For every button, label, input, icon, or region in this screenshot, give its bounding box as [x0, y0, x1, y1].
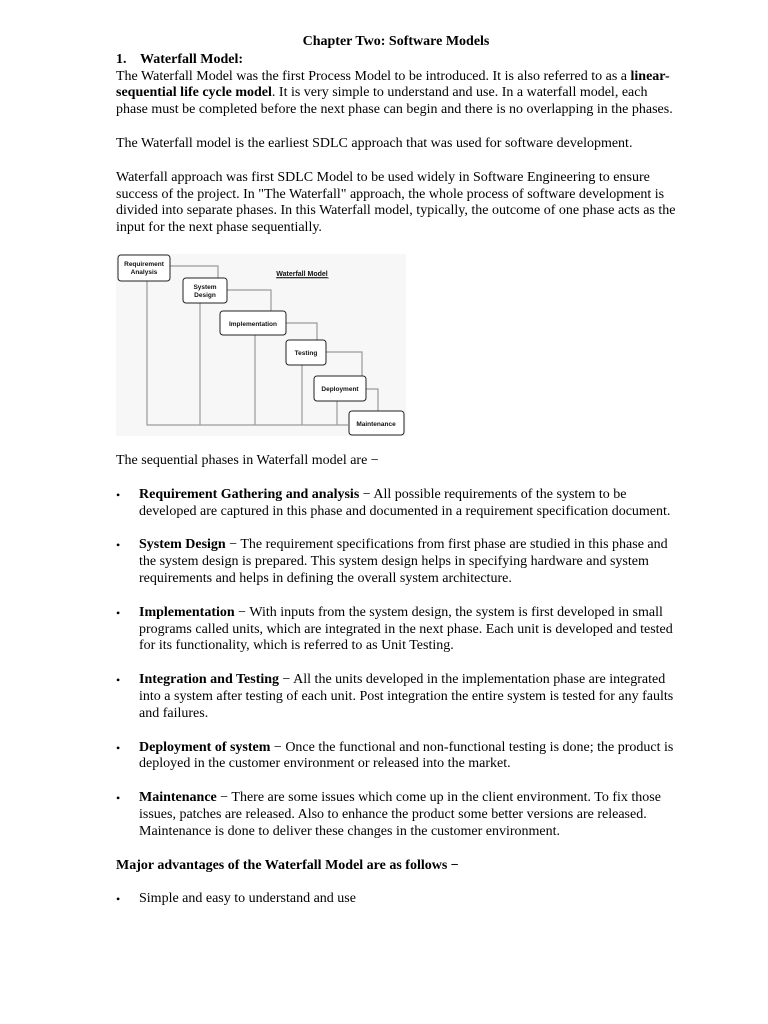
section-number: 1.: [116, 51, 127, 67]
label-design: Design: [194, 291, 216, 299]
bullet-icon: •: [116, 487, 121, 502]
list-item: [116, 537, 676, 587]
label-maintenance: Maintenance: [356, 420, 396, 428]
phase-name: Deployment of system: [139, 739, 271, 755]
bullet-icon: •: [116, 673, 121, 688]
waterfall-diagram: [116, 254, 406, 436]
phase-description: − The requirement specifications from first phase are studied in this phase and the system design is prepared. This system design helps in specifying hardware and system requirements and helps in defining the overall system architecture.: [139, 537, 668, 586]
diagram-title: Waterfall Model: [276, 270, 328, 278]
bullet-icon: •: [116, 605, 121, 620]
phase-description: − All possible requirements of the system to be developed are captured in this phase and documented in a requirement specification document.: [139, 486, 671, 519]
bold-term: linear-sequential life cycle model: [116, 68, 670, 101]
list-item: [116, 487, 676, 521]
paragraph-approach: Waterfall approach was first SDLC Model to be used widely in Software Engineering to ensure success of the project. In "The Waterfall" approach, the whole process of software development is divided into separate phases. In this Waterfall model, typically, the outcome of one phase acts as the input for the next phase sequentially.: [116, 169, 676, 236]
paragraph-intro: [116, 69, 676, 119]
bullet-icon: •: [116, 892, 121, 907]
waterfall-diagram-svg: [116, 254, 406, 436]
bullet-icon: •: [116, 791, 121, 806]
phase-description: − With inputs from the system design, the system is first developed in small programs called units, which are integrated in the next phase. Each unit is developed and tested for its functionality, which is referred to as Unit Testing.: [139, 604, 673, 654]
list-item: [116, 790, 676, 840]
list-item: [116, 891, 676, 908]
section-heading: [116, 52, 676, 69]
label-deployment: Deployment: [321, 385, 359, 393]
page-title: Chapter Two: Software Models: [302, 34, 490, 49]
phase-description: − All the units developed in the implementation phase are integrated into a system after testing of each unit. Post integration the entire system is tested for any faults and failures.: [139, 672, 674, 721]
document-page: [116, 34, 676, 925]
phase-name: System Design: [139, 537, 226, 553]
advantage-text: Simple and easy to understand and use: [139, 891, 356, 907]
advantages-list: [116, 891, 676, 908]
phase-name: Requirement Gathering and analysis: [139, 486, 360, 502]
section-title: Waterfall Model:: [140, 51, 244, 67]
phase-name: Maintenance: [139, 790, 217, 806]
phase-description: − Once the functional and non-functional testing is done; the product is deployed in the customer environment or released into the market.: [139, 739, 674, 772]
phases-list: [116, 487, 676, 841]
phase-name: Implementation: [139, 604, 235, 620]
phases-intro: The sequential phases in Waterfall model are −: [116, 452, 379, 468]
label-testing: Testing: [294, 349, 318, 357]
list-item: [116, 740, 676, 774]
label-implementation: Implementation: [228, 320, 278, 328]
paragraph-earliest: The Waterfall model is the earliest SDLC approach that was used for software development.: [116, 135, 633, 151]
label-analysis: Analysis: [130, 268, 158, 276]
bullet-icon: •: [116, 538, 121, 553]
box-requirement-analysis: [118, 255, 170, 281]
phase-description: − There are some issues which come up in the client environment. To fix those issues, patches are released. Also to enhance the product some better versions are released. Maintenance is done to deliver these changes in the customer environment.: [139, 790, 661, 839]
paragraph-text: The Waterfall Model was the first Process Model to be introduced. It is also referred to as a: [116, 68, 631, 84]
advantages-title: Major advantages of the Waterfall Model are as follows −: [116, 857, 459, 873]
list-item: [116, 605, 676, 655]
list-item: [116, 672, 676, 722]
bullet-icon: •: [116, 740, 121, 755]
label-requirement: Requirement: [124, 260, 164, 268]
label-system: System: [193, 283, 217, 291]
paragraph-text: . It is very simple to understand and use. In a waterfall model, each phase must be completed before the next phase can begin and there is no overlapping in the phases.: [116, 85, 673, 118]
phase-name: Integration and Testing: [139, 672, 280, 688]
